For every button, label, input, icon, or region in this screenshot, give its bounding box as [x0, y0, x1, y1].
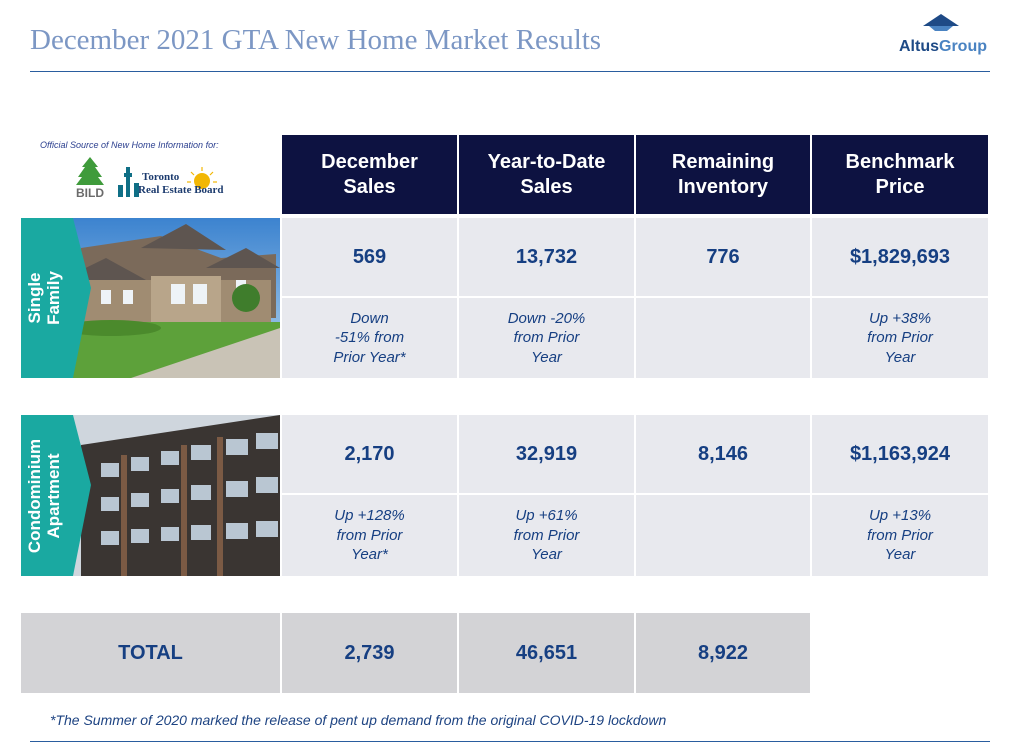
condominium-label-tab [67, 415, 93, 576]
total-remaining-inventory: 8,922 [636, 613, 810, 693]
bild-logo [76, 157, 104, 200]
total-label: TOTAL [21, 613, 280, 693]
altus-group-logo-icon [923, 14, 959, 34]
column-header-ytd-sales: Year-to-Date Sales [459, 135, 634, 214]
sf-ytd-sales-change: Down -20% from Prior Year [459, 298, 634, 378]
condo-ytd-sales: 32,919 [459, 415, 634, 493]
condo-december-sales: 2,170 [282, 415, 457, 493]
column-header-benchmark-price: Benchmark Price [812, 135, 988, 214]
treb-line1: Toronto [142, 171, 180, 183]
sf-december-sales-change: Down -51% from Prior Year* [282, 298, 457, 378]
sf-december-sales: 569 [282, 218, 457, 296]
footer-divider [30, 741, 990, 742]
single-family-label-tab [67, 218, 93, 378]
partner-logos [72, 155, 242, 203]
sf-benchmark-price: $1,829,693 [812, 218, 988, 296]
condo-benchmark-price: $1,163,924 [812, 415, 988, 493]
condo-remaining-inventory-change [636, 495, 810, 576]
sf-benchmark-price-change: Up +38% from Prior Year [812, 298, 988, 378]
altus-group-logo-text: AltusGroup [899, 38, 987, 55]
sf-ytd-sales: 13,732 [459, 218, 634, 296]
condo-remaining-inventory: 8,146 [636, 415, 810, 493]
bild-label: BILD [76, 186, 104, 200]
condo-ytd-sales-change: Up +61% from Prior Year [459, 495, 634, 576]
column-header-remaining-inventory: Remaining Inventory [636, 135, 810, 214]
total-ytd-sales: 46,651 [459, 613, 634, 693]
segment-label-single-family: Single Family [21, 218, 67, 378]
total-december-sales: 2,739 [282, 613, 457, 693]
official-source-note: Official Source of New Home Information for: [40, 140, 219, 150]
treb-line2: Real Estate Board [138, 184, 224, 196]
segment-label-condominium-apartment: Condominium Apartment [21, 415, 67, 576]
page-title: December 2021 GTA New Home Market Results [30, 24, 602, 56]
condo-benchmark-price-change: Up +13% from Prior Year [812, 495, 988, 576]
condo-december-sales-change: Up +128% from Prior Year* [282, 495, 457, 576]
altus-group-logo [895, 14, 995, 58]
sf-remaining-inventory: 776 [636, 218, 810, 296]
column-header-december-sales: December Sales [282, 135, 457, 214]
sf-remaining-inventory-change [636, 298, 810, 378]
treb-logo [118, 167, 224, 197]
footnote: *The Summer of 2020 marked the release of pent up demand from the original COVID-19 lockdown [50, 712, 667, 728]
title-divider [30, 71, 990, 72]
